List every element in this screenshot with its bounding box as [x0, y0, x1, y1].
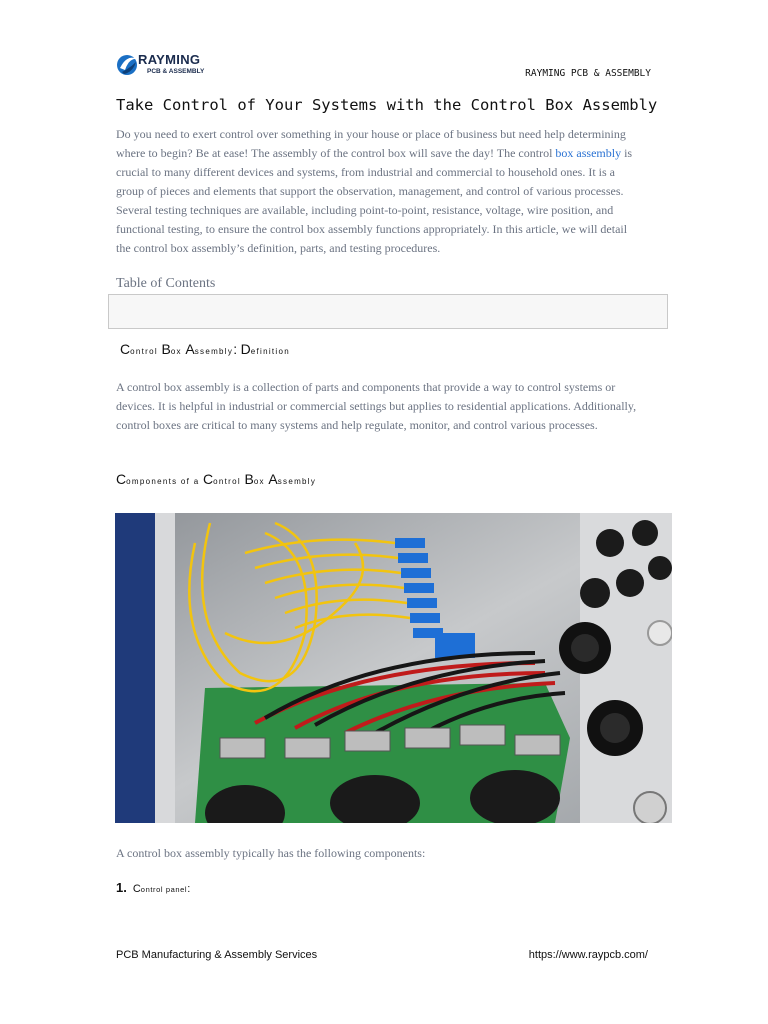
- toc-box[interactable]: [108, 294, 668, 329]
- list-number: 1.: [116, 880, 127, 895]
- logo-subtext: PCB & ASSEMBLY: [147, 68, 205, 75]
- intro-paragraph: [116, 125, 640, 258]
- intro-text-start: Do you need to exert control over something in your house or place of business but need help determining where to begin? Be at ease! The assembly of the control box will save the day! The control: [116, 127, 626, 160]
- list-item: [116, 879, 190, 897]
- box-assembly-link[interactable]: box assembly: [555, 146, 622, 160]
- control-box-photo: [115, 513, 672, 823]
- components-heading: Components of a Control Box Assembly: [116, 471, 317, 487]
- page-title: Take Control of Your Systems with the Control Box Assembly: [116, 96, 658, 114]
- intro-text-end: is crucial to many different devices and systems, from industrial and commercial to household ones. It is a group of pieces and elements that support the observation, management, and control of various processes. Several testing techniques are available, including point-to-point, resistance, voltage, wire position, and functional testing, to ensure the control box assembly functions appropriately. In this article, we will detail the control box assembly’s definition, parts, and testing procedures.: [116, 146, 633, 255]
- list-label: Control panel:: [132, 883, 191, 895]
- footer-url-link[interactable]: https://www.raypcb.com/: [528, 949, 648, 961]
- logo-text: RAYMING: [138, 52, 201, 67]
- footer-services: PCB Manufacturing & Assembly Services: [116, 949, 318, 961]
- toc-label: Table of Contents: [116, 276, 216, 291]
- definition-heading: Control Box Assembly: Definition: [120, 341, 291, 357]
- header-brand: RAYMING PCB & ASSEMBLY: [525, 68, 651, 79]
- components-intro: A control box assembly typically has the following components:: [116, 846, 426, 860]
- definition-paragraph: A control box assembly is a collection of parts and components that provide a way to control systems or devices. It is helpful in industrial or commercial settings but applies to residential applications. Additionally, control boxes are critical to many systems and help regulate, monitor, and control various processes.: [116, 380, 637, 432]
